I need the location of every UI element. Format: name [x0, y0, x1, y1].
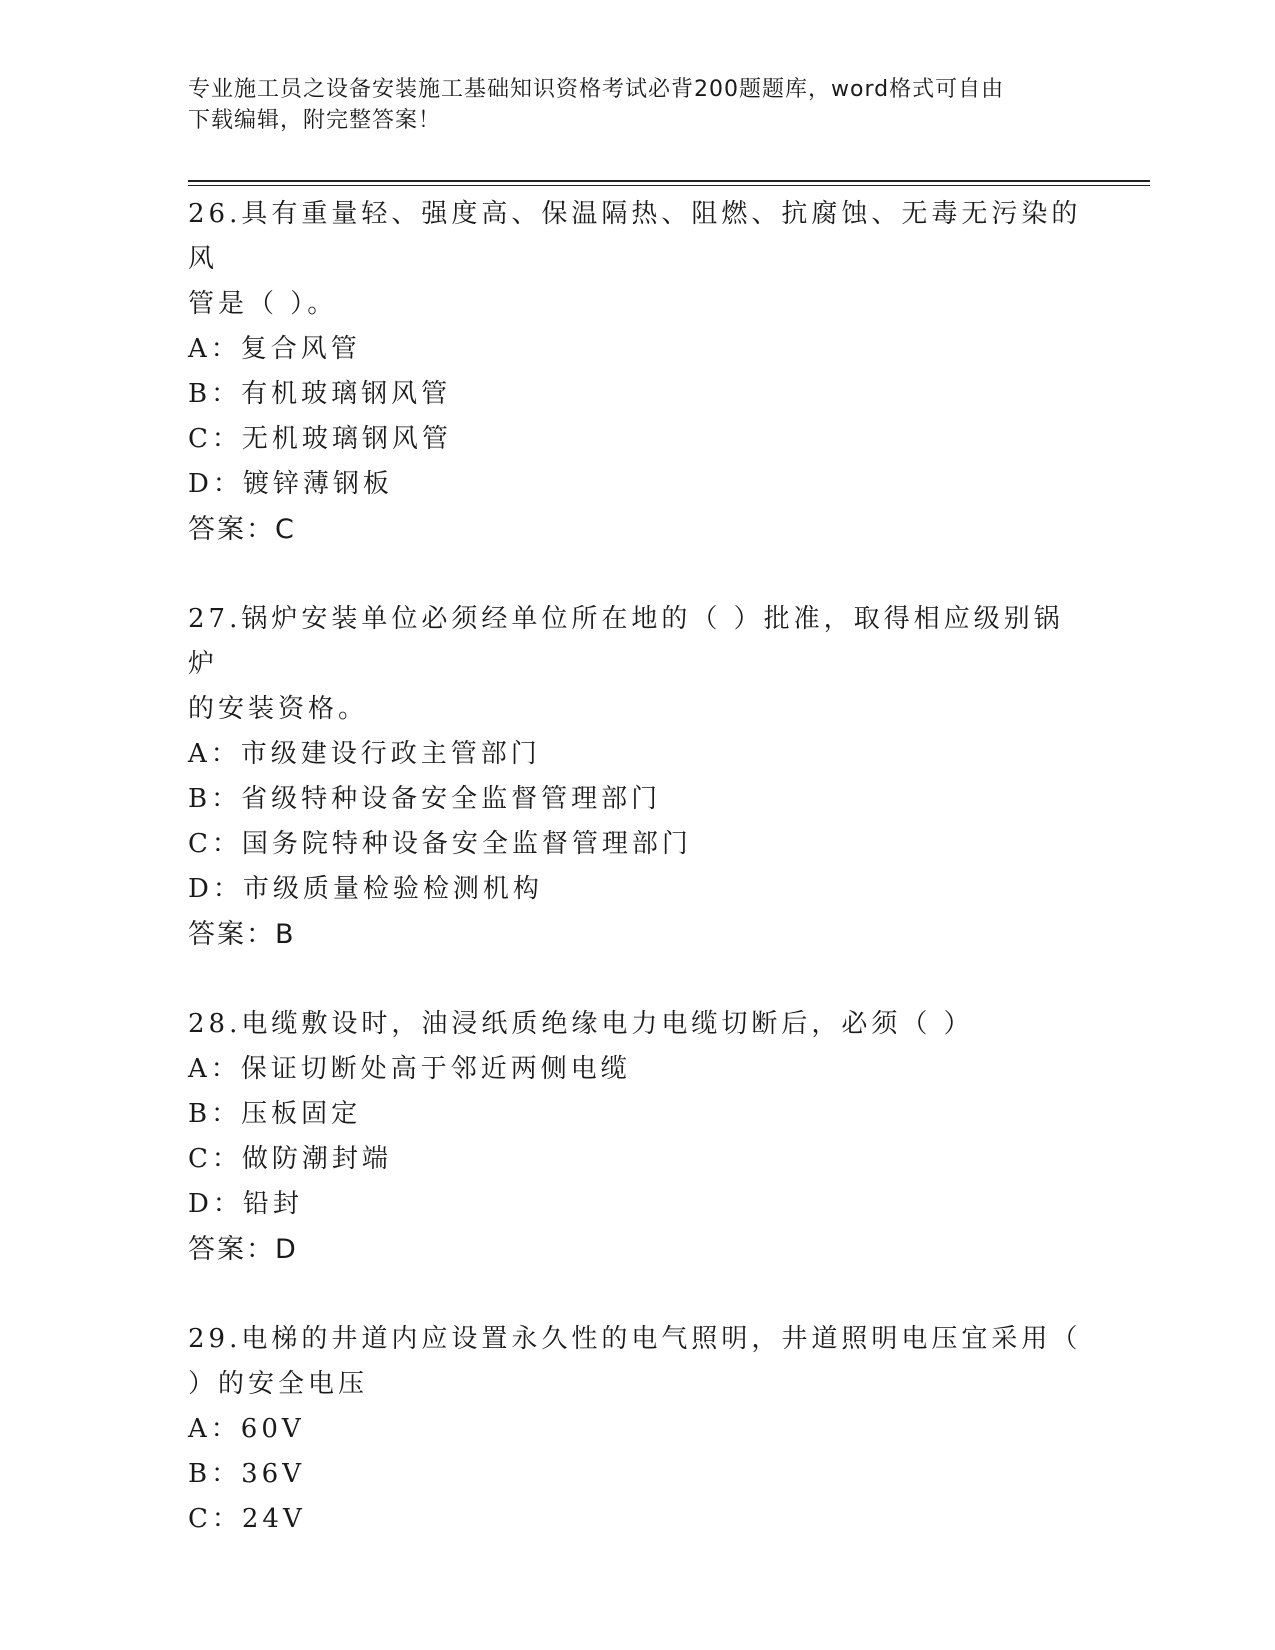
option-b: B：36V: [188, 1459, 305, 1489]
answer: 答案：D: [188, 1234, 298, 1265]
option-a: A：市级建设行政主管部门: [188, 739, 541, 769]
option-c: C：国务院特种设备安全监督管理部门: [188, 829, 692, 859]
option-b: B：有机玻璃钢风管: [188, 379, 452, 409]
document-header: [188, 74, 1068, 136]
option-b: B：省级特种设备安全监督管理部门: [188, 784, 662, 814]
option-c: C：做防潮封端: [188, 1144, 392, 1174]
question-list: [188, 192, 1088, 1586]
option-c: C：24V: [188, 1504, 306, 1534]
answer: 答案：C: [188, 514, 296, 545]
option-d: D：铅封: [188, 1189, 303, 1219]
option-d: D：市级质量检验检测机构: [188, 874, 543, 904]
option-b: B：压板固定: [188, 1099, 362, 1129]
question-stem-line-1: 27.锅炉安装单位必须经单位所在地的（ ）批准，取得相应级别锅炉: [188, 604, 1064, 679]
question-stem-line-1: 29.电梯的井道内应设置永久性的电气照明，井道照明电压宜采用（: [188, 1324, 1082, 1354]
question-28: [188, 1002, 1088, 1273]
option-c: C：无机玻璃钢风管: [188, 424, 452, 454]
question-stem-line-2: 的安装资格。: [188, 694, 369, 724]
header-divider-thin: [188, 185, 1150, 186]
answer: 答案：B: [188, 919, 296, 950]
question-stem-line-2: ）的安全电压: [188, 1369, 369, 1399]
question-26: [188, 192, 1088, 553]
header-line-1: 专业施工员之设备安装施工基础知识资格考试必背200题题库，word格式可自由: [188, 77, 1005, 102]
option-a: A：60V: [188, 1414, 305, 1444]
header-line-2: 下载编辑，附完整答案！: [188, 108, 442, 133]
question-stem-line-1: 28.电缆敷设时，油浸纸质绝缘电力电缆切断后，必须（ ）: [188, 1009, 974, 1039]
question-stem-line-2: 管是（ ）。: [188, 289, 338, 319]
question-stem-line-1: 26.具有重量轻、强度高、保温隔热、阻燃、抗腐蚀、无毒无污染的风: [188, 199, 1082, 274]
option-a: A：复合风管: [188, 334, 361, 364]
question-29: [188, 1317, 1088, 1542]
question-27: [188, 597, 1088, 958]
header-divider-thick: [188, 180, 1150, 182]
option-d: D：镀锌薄钢板: [188, 469, 393, 499]
option-a: A：保证切断处高于邻近两侧电缆: [188, 1054, 631, 1084]
